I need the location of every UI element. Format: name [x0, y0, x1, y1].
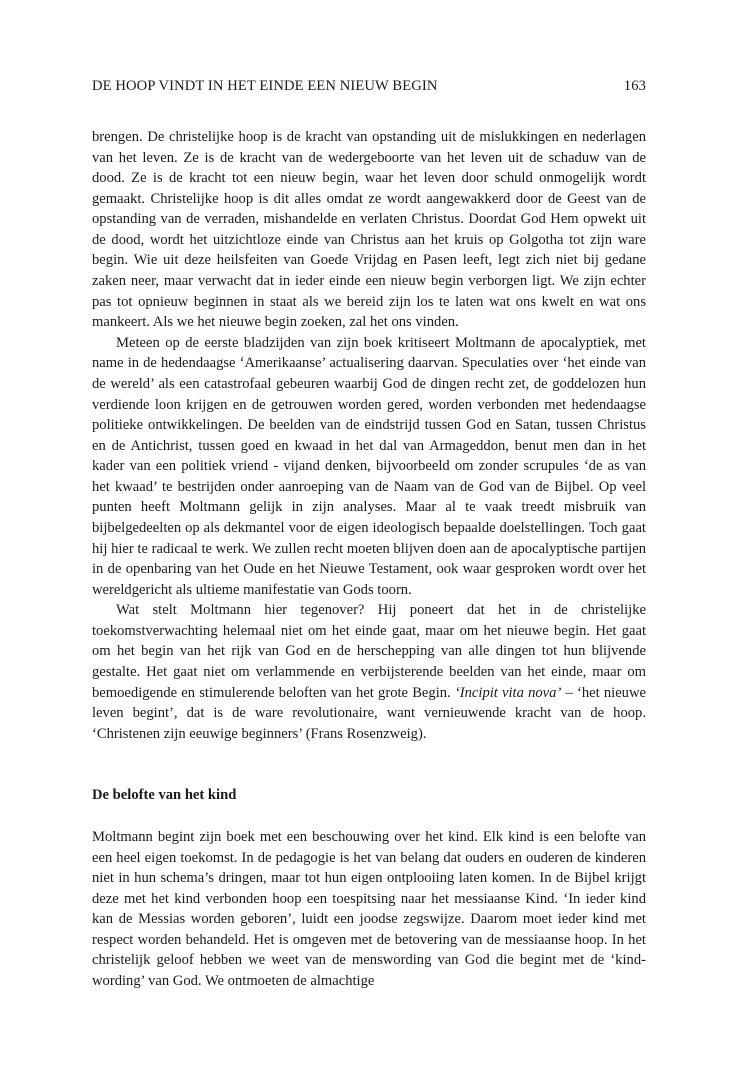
paragraph-2: Meteen op de eerste bladzijden van zijn boek kritiseert Moltmann de apocalyptiek, met name in de hedendaagse ‘Amerikaanse’ actualisering daarvan. Speculaties over ‘het einde van de wereld’ als een catastrofaal gebeuren waarbij God de dingen recht zet, de goddelozen hun verdiende loon krijgen en de getrouwen worden gered, worden verbonden met hedendaagse politieke ontwikkelingen. De beelden van de eindstrijd tussen God en Satan, tussen Christus en de Antichrist, tussen goed en kwaad in het dal van Armageddon, benut men dan in het kader van een politiek vriend - vijand denken, bijvoorbeeld om zonder scrupules ‘de as van het kwaad’ te bestrijden onder aanroeping van de Naam van de God van de Bijbel. Op veel punten heeft Moltmann gelijk in zijn analyses. Maar al te vaak treedt misbruik van bijbelgedeelten op als dekmantel voor de eigen ideologisch bepaalde doelstellingen. Toch gaat hij hier te radicaal te werk. We zullen recht moeten blijven doen aan de apocalyptische partijen in de openbaring van het Oude en het Nieuwe Testament, ook waar gesproken wordt over het wereldgericht als ultieme manifestatie van Gods toorn. [92, 334, 646, 598]
paragraph-1: brengen. De christelijke hoop is de kracht van opstanding uit de mislukkingen en nederlagen van het leven. Ze is de kracht van de wedergeboorte van het leven uit de schaduw van de dood. Ze is de kracht tot een nieuw begin, waar het leven door schuld onmogelijk wordt gemaakt. Christelijke hoop is dit alles omdat ze wordt aangewakkerd door de Geest van de opstanding van de verraden, mishandelde en verlaten Christus. Doordat God Hem opwekt uit de dood, wordt het uitzichtloze einde van Christus aan het kruis op Golgotha tot zijn ware begin. Wie uit deze heilsfeiten van Goede Vrijdag en Pasen leeft, legt zich niet bij gedane zaken neer, maar verwacht dat in ieder einde een nieuw begin verborgen ligt. We zijn echter pas tot opnieuw beginnen in staat als we bereid zijn los te laten wat ons kwelt en wat ons mankeert. Als we het nieuwe begin zoeken, zal het ons vinden. [92, 129, 646, 331]
page-number: 163 [623, 78, 646, 94]
latin-quote: ‘Incipit vita nova’ [454, 684, 562, 701]
paragraph-3 [92, 600, 646, 744]
paragraph-3-text-start: Wat stelt Moltmann hier tegenover? Hij poneert dat het in de christelijke toekomstverwachting helemaal niet om het einde gaat, maar om het nieuwe begin. Het gaat om het begin van het rijk van God en de herschepping van alle dingen tot hun blijvende gestalte. Het gaat niet om verlammende en verbijsterende beelden van het einde, maar om bemoedigende en stimulerende beloften van het grote Begin. [92, 602, 646, 701]
section-heading: De belofte van het kind [92, 787, 237, 804]
paragraph-4: Moltmann begint zijn boek met een beschouwing over het kind. Elk kind is een belofte van een heel eigen toekomst. In de pedagogie is het van belang dat ouders en ouderen de kinderen niet in hun schema’s dringen, maar tot hun eigen ontplooiing laten komen. In de Bijbel krijgt deze met het kind verbonden hoop een toespitsing naar het messiaanse Kind. ‘In ieder kind kan de Messias worden geboren’, luidt een joodse zegswijze. Daarom moet ieder kind met respect worden behandeld. Het is omgeven met de betovering van de messiaanse hoop. In het christelijk geloof hebben we weet van de menswording van God die begint met de ‘kind- wording’ van God. We ontmoeten de almachtige [92, 828, 646, 989]
running-title: DE HOOP VINDT IN HET EINDE EEN NIEUW BEGIN [92, 78, 438, 94]
paragraph-3-text-end: – ‘het nieuwe leven begint’, dat is de ware revolutionaire, want vernieuwende kracht van de hoop. ‘Christenen zijn eeuwige beginners’ (Frans Rosenzweig). [92, 684, 646, 742]
body-text [92, 127, 646, 992]
